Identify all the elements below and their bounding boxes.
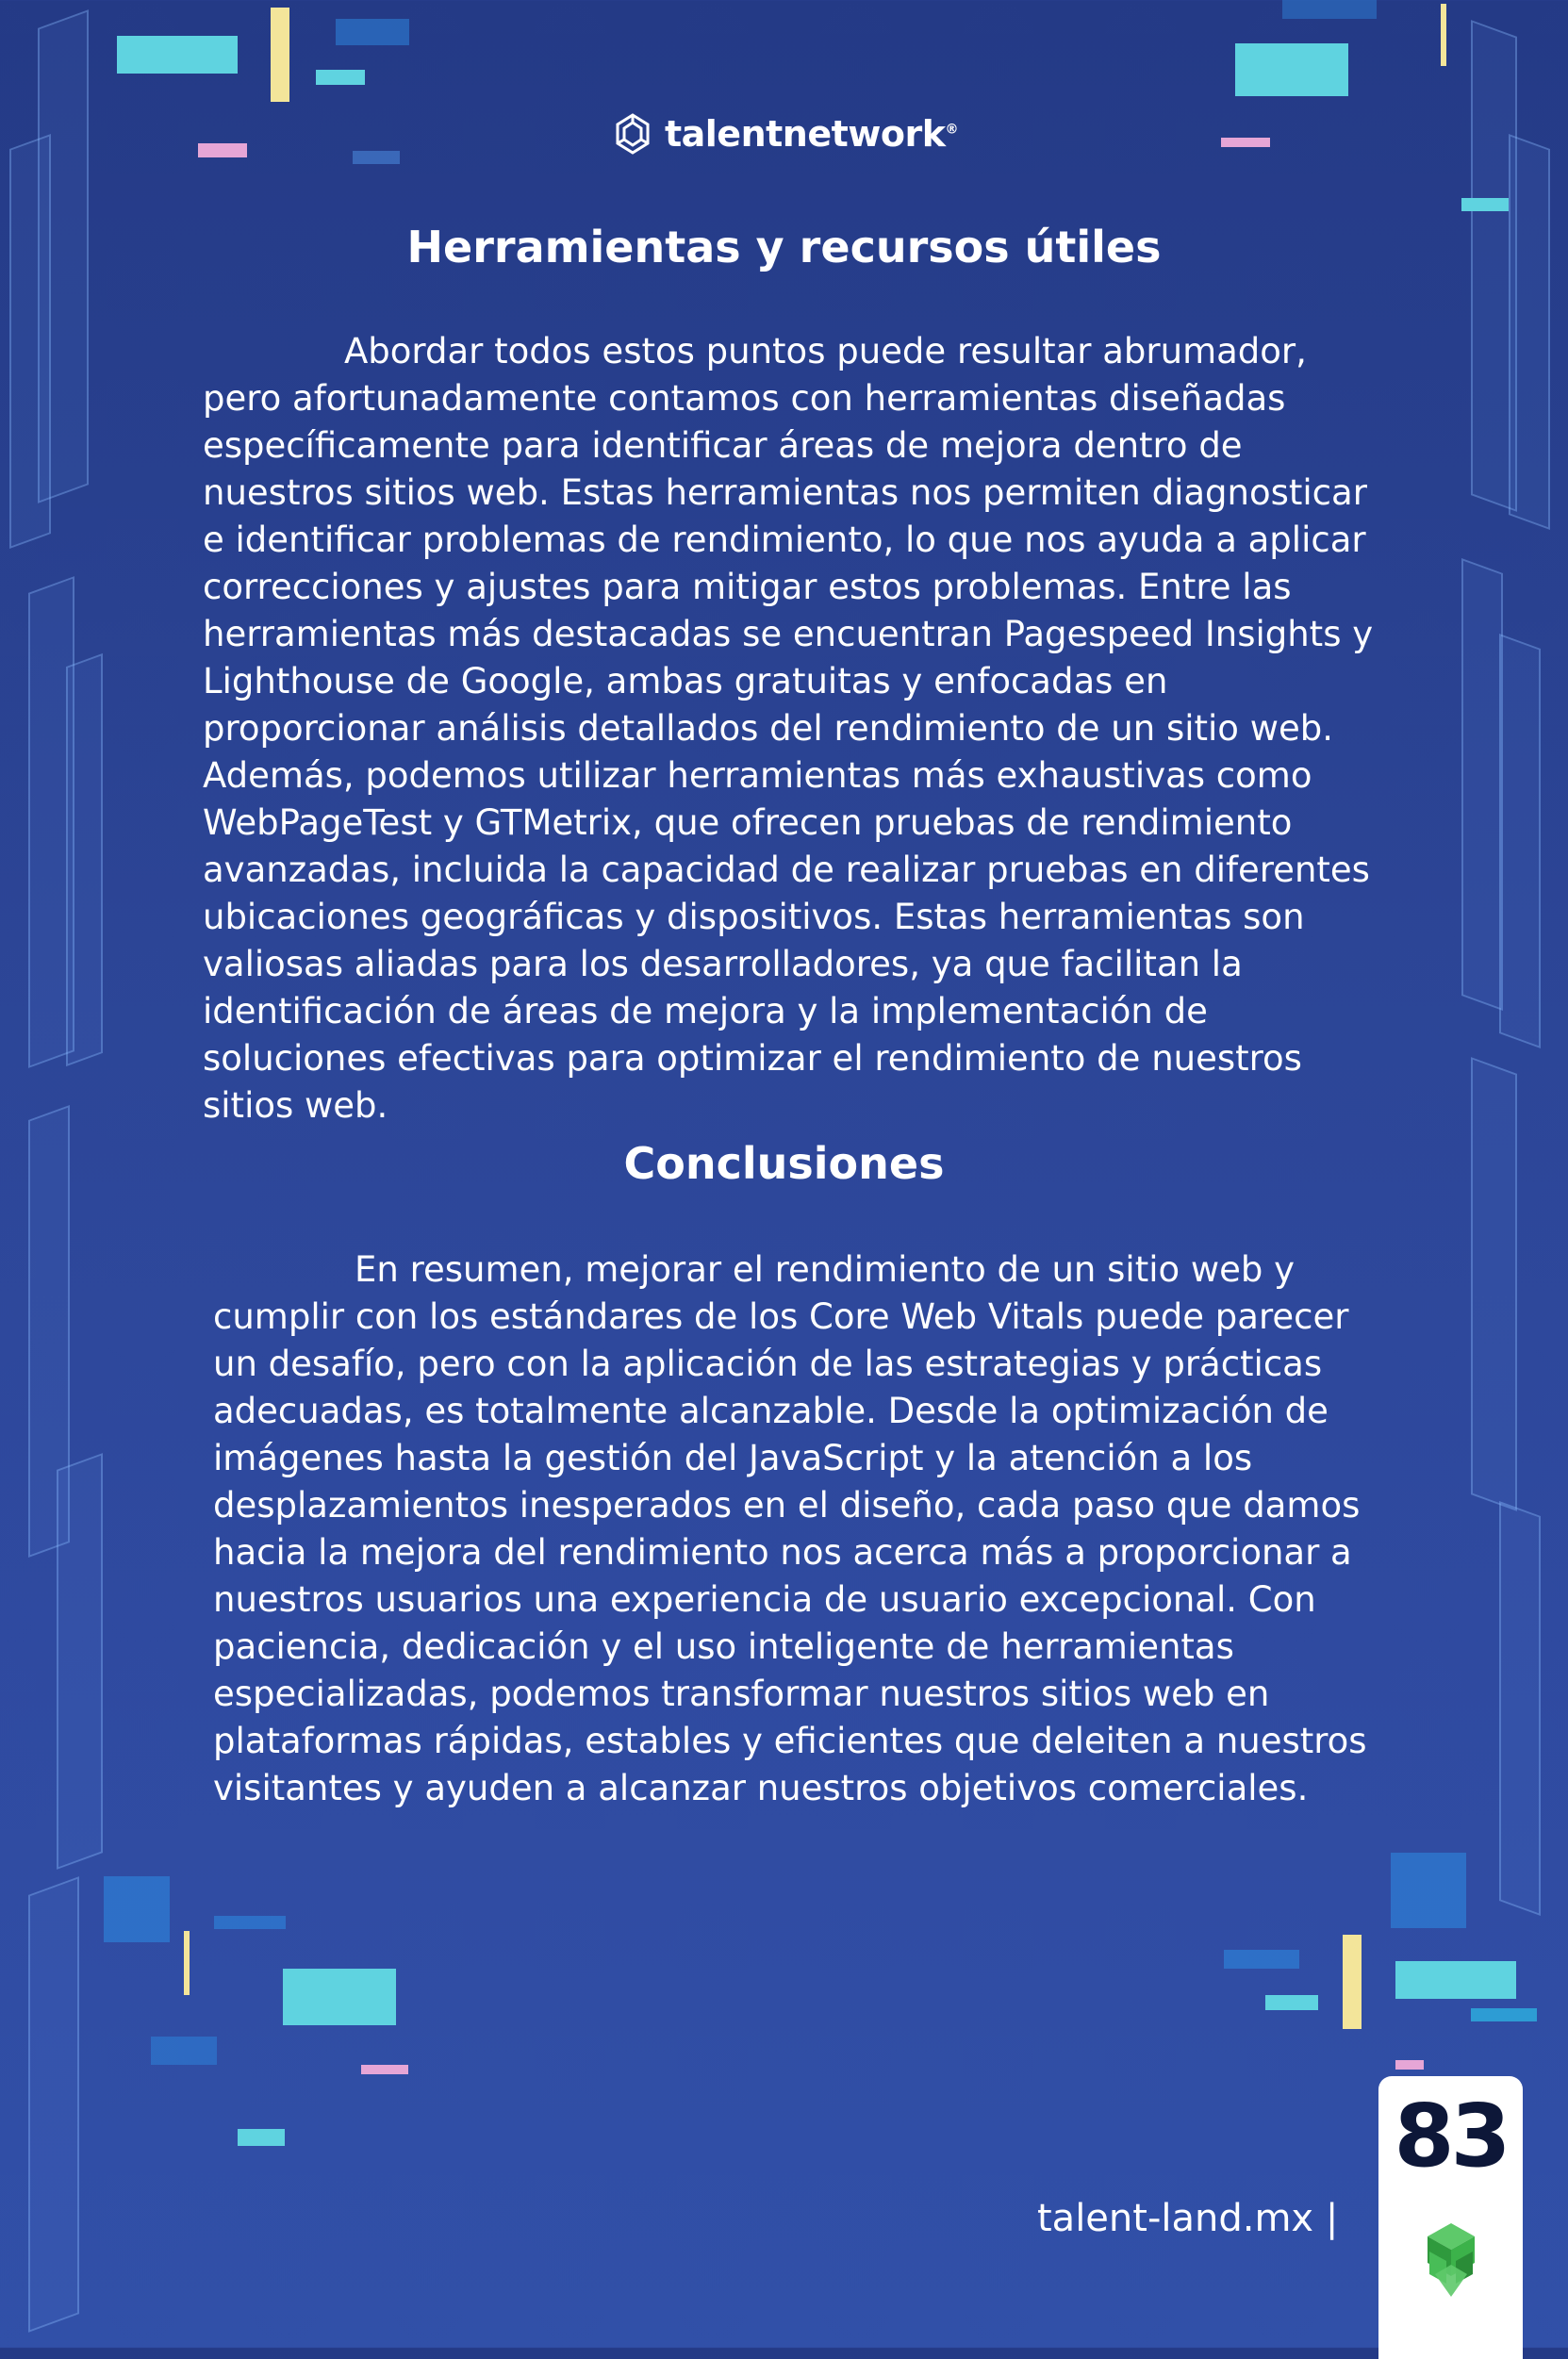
section-paragraph-conclusions: En resumen, mejorar el rendimiento de un sitio web y cumplir con los estándares de los Core Web Vitals puede parecer un desafío, pero con la aplicación de las estrategias y prácticas adecuadas, es totalmente alcanzable. Desde la optimización de imágenes hasta la gestión del JavaScript y la atención a los desplazamientos inesperados en el diseño, cada paso que damos hacia la mejora del rendimiento nos acerca más a proporcionar a nuestros usuarios una experiencia de usuario excepcional. Con paciencia, dedicación y el uso inteligente de herramientas especializadas, podemos transformar nuestros sitios web en plataformas rápidas, estables y eficientes que deleiten a nuestros visitantes y ayuden a alcanzar nuestros objetivos comerciales. (213, 1249, 1367, 1808)
talentnetwork-logo-icon (610, 111, 655, 157)
page-number: 83 (1394, 2086, 1508, 2186)
section-paragraph-tools: Abordar todos estos puntos puede resultar abrumador, pero afortunadamente contamos con herramientas diseñadas específicamente para identificar áreas de mejora dentro de nuestros sitios web. Estas herramientas nos permiten diagnosticar e identificar problemas de rendimiento, lo que nos ayuda a aplicar correcciones y ajustes para mitigar estos problemas. Entre las herramientas más destacadas se encuentran Pagespeed Insights y Lighthouse de Google, ambas gratuitas y enfocadas en proporcionar análisis detallados del rendimiento de un sitio web. Además, podemos utilizar herramientas más exhaustivas como WebPageTest y GTMetrix, que ofrecen pruebas de rendimiento avanzadas, incluida la capacidad de realizar pruebas en diferentes ubicaciones geográficas y dispositivos. Estas herramientas son valiosas aliadas para los desarrolladores, ya que facilitan la identificación de áreas de mejora y la implementación de soluciones efectivas para optimizar el rendimiento de nuestros sitios web. (203, 331, 1374, 1126)
section-title-tools: Herramientas y recursos útiles (406, 222, 1162, 272)
section-title-conclusions: Conclusiones (623, 1138, 945, 1189)
brand-logo (0, 111, 1568, 157)
page-number-card (1378, 2076, 1523, 2359)
brand-name: talentnetwork® (664, 113, 959, 155)
talent-land-cube-icon (1409, 2218, 1494, 2302)
footer-url: talent-land.mx | (1037, 2197, 1339, 2240)
